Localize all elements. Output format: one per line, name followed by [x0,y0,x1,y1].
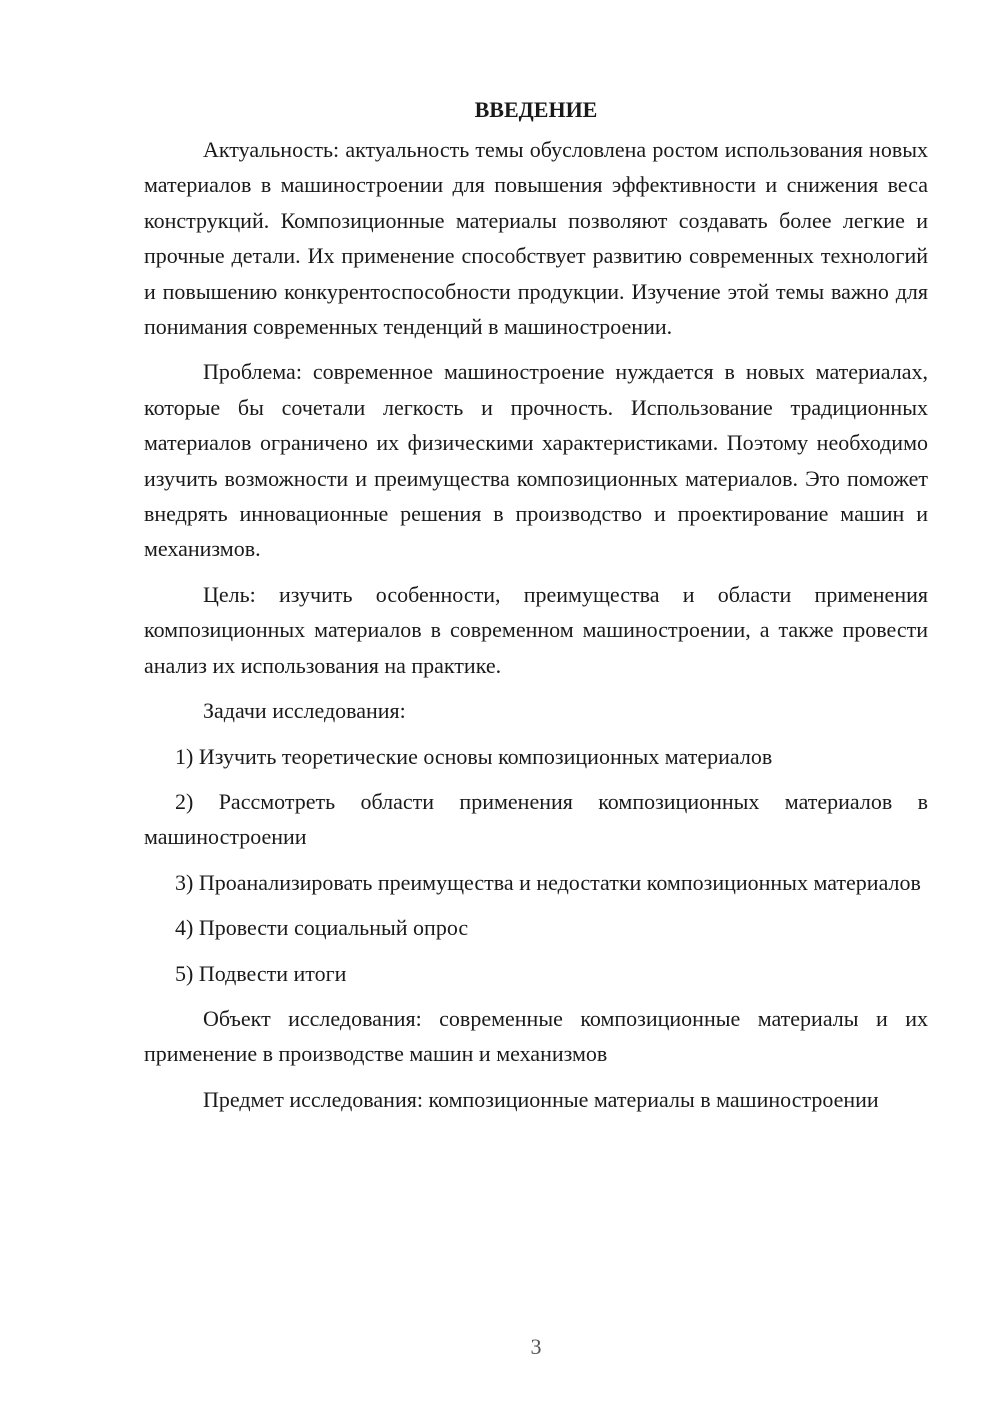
subject-paragraph: Предмет исследования: композиционные материалы в машиностроении [203,1086,879,1112]
section-title: ВВЕДЕНИЕ [474,97,598,122]
task-item-2: 2) Рассмотреть области применения композиционных материалов в машиностроении [144,788,928,850]
task-item-3: 3) Проанализировать преимущества и недостатки композиционных материалов [175,869,921,895]
task-item-4: 4) Провести социальный опрос [175,915,469,941]
relevance-paragraph: Актуальность: актуальность темы обусловлена ростом использования новых материалов в машиностроении для повышения эффективности и снижения веса конструкций. Композиционные материалы позволяют создавать более легкие и прочные детали. Их применение способствует развитию современных технологий и повышению конкурентоспособности продукции. Изучение этой темы важно для понимания современных тенденций в машиностроении. [144,137,928,340]
task-item-5: 5) Подвести итоги [175,960,347,986]
goal-paragraph: Цель: изучить особенности, преимущества и области применения композиционных материалов в современном машиностроении, а также провести анализ их использования на практике. [144,581,928,678]
tasks-heading: Задачи исследования: [203,698,406,724]
task-item-1: 1) Изучить теоретические основы композиционных материалов [175,743,773,769]
problem-paragraph: Проблема: современное машиностроение нуждается в новых материалах, которые бы сочетали легкость и прочность. Использование традиционных материалов ограничено их физическими характеристиками. Поэтому необходимо изучить возможности и преимущества композиционных материалов. Это поможет внедрять инновационные решения в производство и проектирование машин и механизмов. [144,359,928,562]
document-page [144,92,928,1127]
page-number: 3 [530,1334,542,1359]
object-paragraph: Объект исследования: современные композиционные материалы и их применение в производстве машин и механизмов [144,1005,928,1067]
